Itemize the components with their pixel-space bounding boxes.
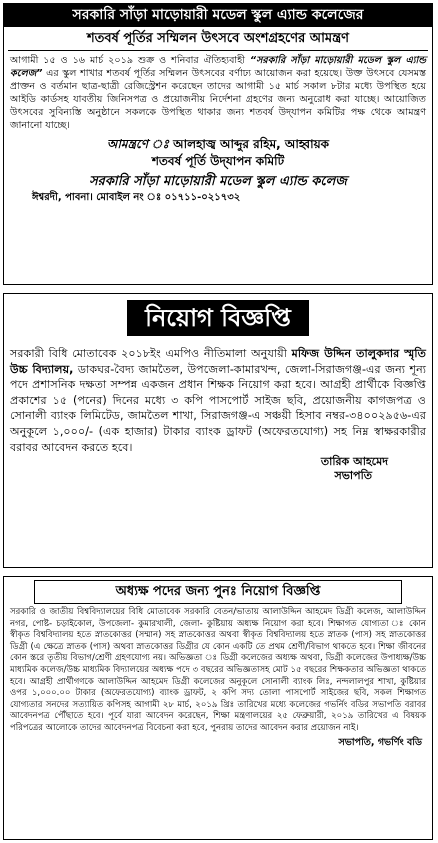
invitation-notice — [3, 3, 433, 285]
invitation-inviter-name: আলহাজ্ব আব্দুর রহিম, আহ্বায়ক — [173, 137, 330, 152]
recruitment-body-text-a: সরকারী বিধি মোতাবেক ২০১৮ইং এমপিও নীতিমালা অনুযায়ী — [10, 347, 292, 360]
principal-notice-signer: সভাপতি, গভর্ণিং বডি — [338, 736, 422, 748]
recruitment-signer: তারিক আহমেদ — [320, 455, 388, 469]
invitation-body-text-a: আগামী ১৫ ও ১৬ মার্চ ২০১৯ শুক্র ও শনিবার ঐতিহ্যবাহী — [10, 55, 250, 66]
recruitment-notice-principal — [3, 576, 433, 840]
invitation-body — [10, 55, 426, 132]
recruitment-body — [10, 346, 426, 455]
principal-notice-title: অধ্যক্ষ পদের জন্য পুনঃ নিয়োগ বিজ্ঞপ্তি — [34, 580, 402, 604]
invitation-body-text-c: এর স্কুল শাখার শতবর্ষ পূর্তির সম্মিলন উৎসবের বর্ণাঢ্য আয়োজন করা হয়েছে। উক্ত উৎসবে যেসমস্ত প্রাক্তন ও বর্তমান ছাত্র-ছাত্রী রেজিস্ট্রেশন করেছেন তাদের আগামী ১৫ মার্চ সকাল ৮টার মধ্যে উপস্থিত হয়ে আইডি কার্ডসহ যাবতীয় জিনিসপত্র ও প্রয়োজনীয় নির্দেশনা গ্রহণের জন্য অনুরোধ করা যাচ্ছে। আয়োজিত উৎসবের সুবিন্যস্তি অনুষ্ঠানে সকলকে উপস্থিত থাকার জন্য শতবর্ষ উদ্‌যাপন কমিটির পক্ষ থেকে আমন্ত্রণ জানানো যাচ্ছে। — [10, 67, 426, 131]
invitation-subtitle: শতবর্ষ পূর্তির সম্মিলন উৎসবে অংশগ্রহণের আমন্ত্রণ — [8, 30, 428, 51]
recruitment-title-wrap — [4, 300, 432, 336]
recruitment-body-text-c: ডাকঘর-বৈদ্য জামতৈল, উপজেলা-কামারখন্দ, জেলা-সিরাজগঞ্জ-এর জন্য শূন্য পদে প্রশাসনিক দক্ষতা সম্পন্ন একজন প্রধান শিক্ষক নিয়োগ করা হবে। আগ্রহী প্রার্থীকে বিজ্ঞপ্তি প্রকাশের ১৫ (পনের) দিনের মধ্যে ৩ কপি পাসপোর্ট সাইজ ছবি, প্রয়োজনীয় কাগজপত্র ও সোনালী ব্যাংক লিমিটেড, জামতৈল শাখা, সিরাজগঞ্জ-এ সঞ্চয়ী হিসাব নম্বর-৩৪০০২৯৫৬-এর অনুকূলে ১,০০০/- (এক হাজার) টাকার ব্যাংক ড্রাফট (অফেরতযোগ্য) সহ নিম্ন স্বাক্ষরকারীর বরাবর আবেদন করতে হবে। — [10, 362, 426, 454]
invitation-college-name: সরকারি সাঁড়া মাড়োয়ারী মডেল স্কুল এ্যান্ড কলেজ — [89, 174, 347, 190]
invitation-body-college: “সরকারি সাঁড়া মাড়োয়ারী মডেল স্কুল এ্যান্ড কলেজ” — [10, 55, 426, 79]
recruitment-body-school: মফিজ উদ্দিন তালুকদার স্মৃতি উচ্চ বিদ্যালয়, — [10, 347, 426, 376]
invitation-address: ঈশ্বরদী, পাবনা। মোবাইল নং ঃ ০১৭১১-০২১৭৩২ — [32, 192, 241, 204]
invitation-title: সরকারি সাঁড়া মাড়োয়ারী মডেল স্কুল এ্যান্ড কলেজের — [4, 4, 432, 27]
principal-notice-body: সরকারি ও জাতীয় বিশ্ববিদ্যালয়ের বিধি মোতাবেক সরকারি বেতন/ভাতায় আলাউদ্দিন আহমেদ ডিগ্রী কলেজ, আলাউদ্দিন নগর, পোষ্ট- চড়াইকোল, উপজেলা- কুমারখালী, জেলা- কুষ্টিয়ায় অধ্যক্ষ নিয়োগ করা হবে। শিক্ষাগত যোগ্যতা ঃ কোন স্বীকৃত বিশ্ববিদ্যালয় হতে স্নাতকোত্তর (সম্মান) সহ স্নাতকোত্তর অথবা স্বীকৃত বিশ্ববিদ্যালয় হতে স্নাতক (পাস) সহ স্নাতকোত্তর ডিগ্রী (এ ক্ষেত্রে স্নাতক (পাস) অথবা স্নাতকোত্তর ডিগ্রীর যে কোন একটি তে প্রথম শ্রেণী/বিভাগ থাকতে হবে। শিক্ষা জীবনের কোন স্তরে তৃতীয় বিভাগ/শ্রেণী গ্রহণযোগ্য নয়। অভিজ্ঞতা ঃ ডিগ্রী কলেজের অধ্যক্ষ অথবা, ডিগ্রী কলেজের উপাধ্যক্ষ/উচ্চ মাধ্যমিক কলেজ/উচ্চ মাধ্যমিক বিদ্যালয়ের অধ্যক্ষ পদে ৩ বছরের অভিজ্ঞতাসহ মোট ১৫ বছরের শিক্ষকতার অভিজ্ঞতা থাকতে হবে। আগ্রহী প্রার্থীগণকে আলাউদ্দিন আহমেদ ডিগ্রী কলেজের অনুকূলে সোনালী ব্যাংক লিঃ, নন্দলালপুর শাখা, কুষ্টিয়ার ওপর ১,০০০.০০ টাকার (অফেরতযোগ্য) ব্যাংক ড্রাফট, ২ কপি সদ্য তোলা পাসপোর্ট সাইজের ছবি, সকল শিক্ষাগত যোগ্যতার সনদের সত্যায়িত কপিসহ আগামী ২৮ মার্চ, ২০১৯ খ্রিঃ তারিখের মধ্যে কলেজের গভর্নিং বডির সভাপতি বরাবর আবেদনপত্র পৌঁছাতে হবে। পূর্বে যারা আবেদন করেছেন, শিক্ষা মন্ত্রণালয়ের ২৫ ফেব্রুয়ারী, ২০১৯ তারিখের এ বিষয়ক পরিপত্রের আলোকে তাদের আবেদনপত্র বিবেচনা করা হবে, পুনরায় তাদের আবেদন করার প্রয়োজন নাই। — [10, 607, 426, 733]
recruitment-signer-title: সভাপতি — [334, 469, 372, 483]
recruitment-title: নিয়োগ বিজ্ঞপ্তি — [127, 300, 309, 336]
invitation-committee: শতবর্ষ পূর্তি উদ্‌যাপন কমিটি — [151, 154, 285, 169]
recruitment-notice-headmaster — [3, 293, 433, 568]
invitation-inviter-prefix: আমন্ত্রণে ঃ — [106, 137, 174, 152]
invitation-inviter — [4, 136, 432, 153]
